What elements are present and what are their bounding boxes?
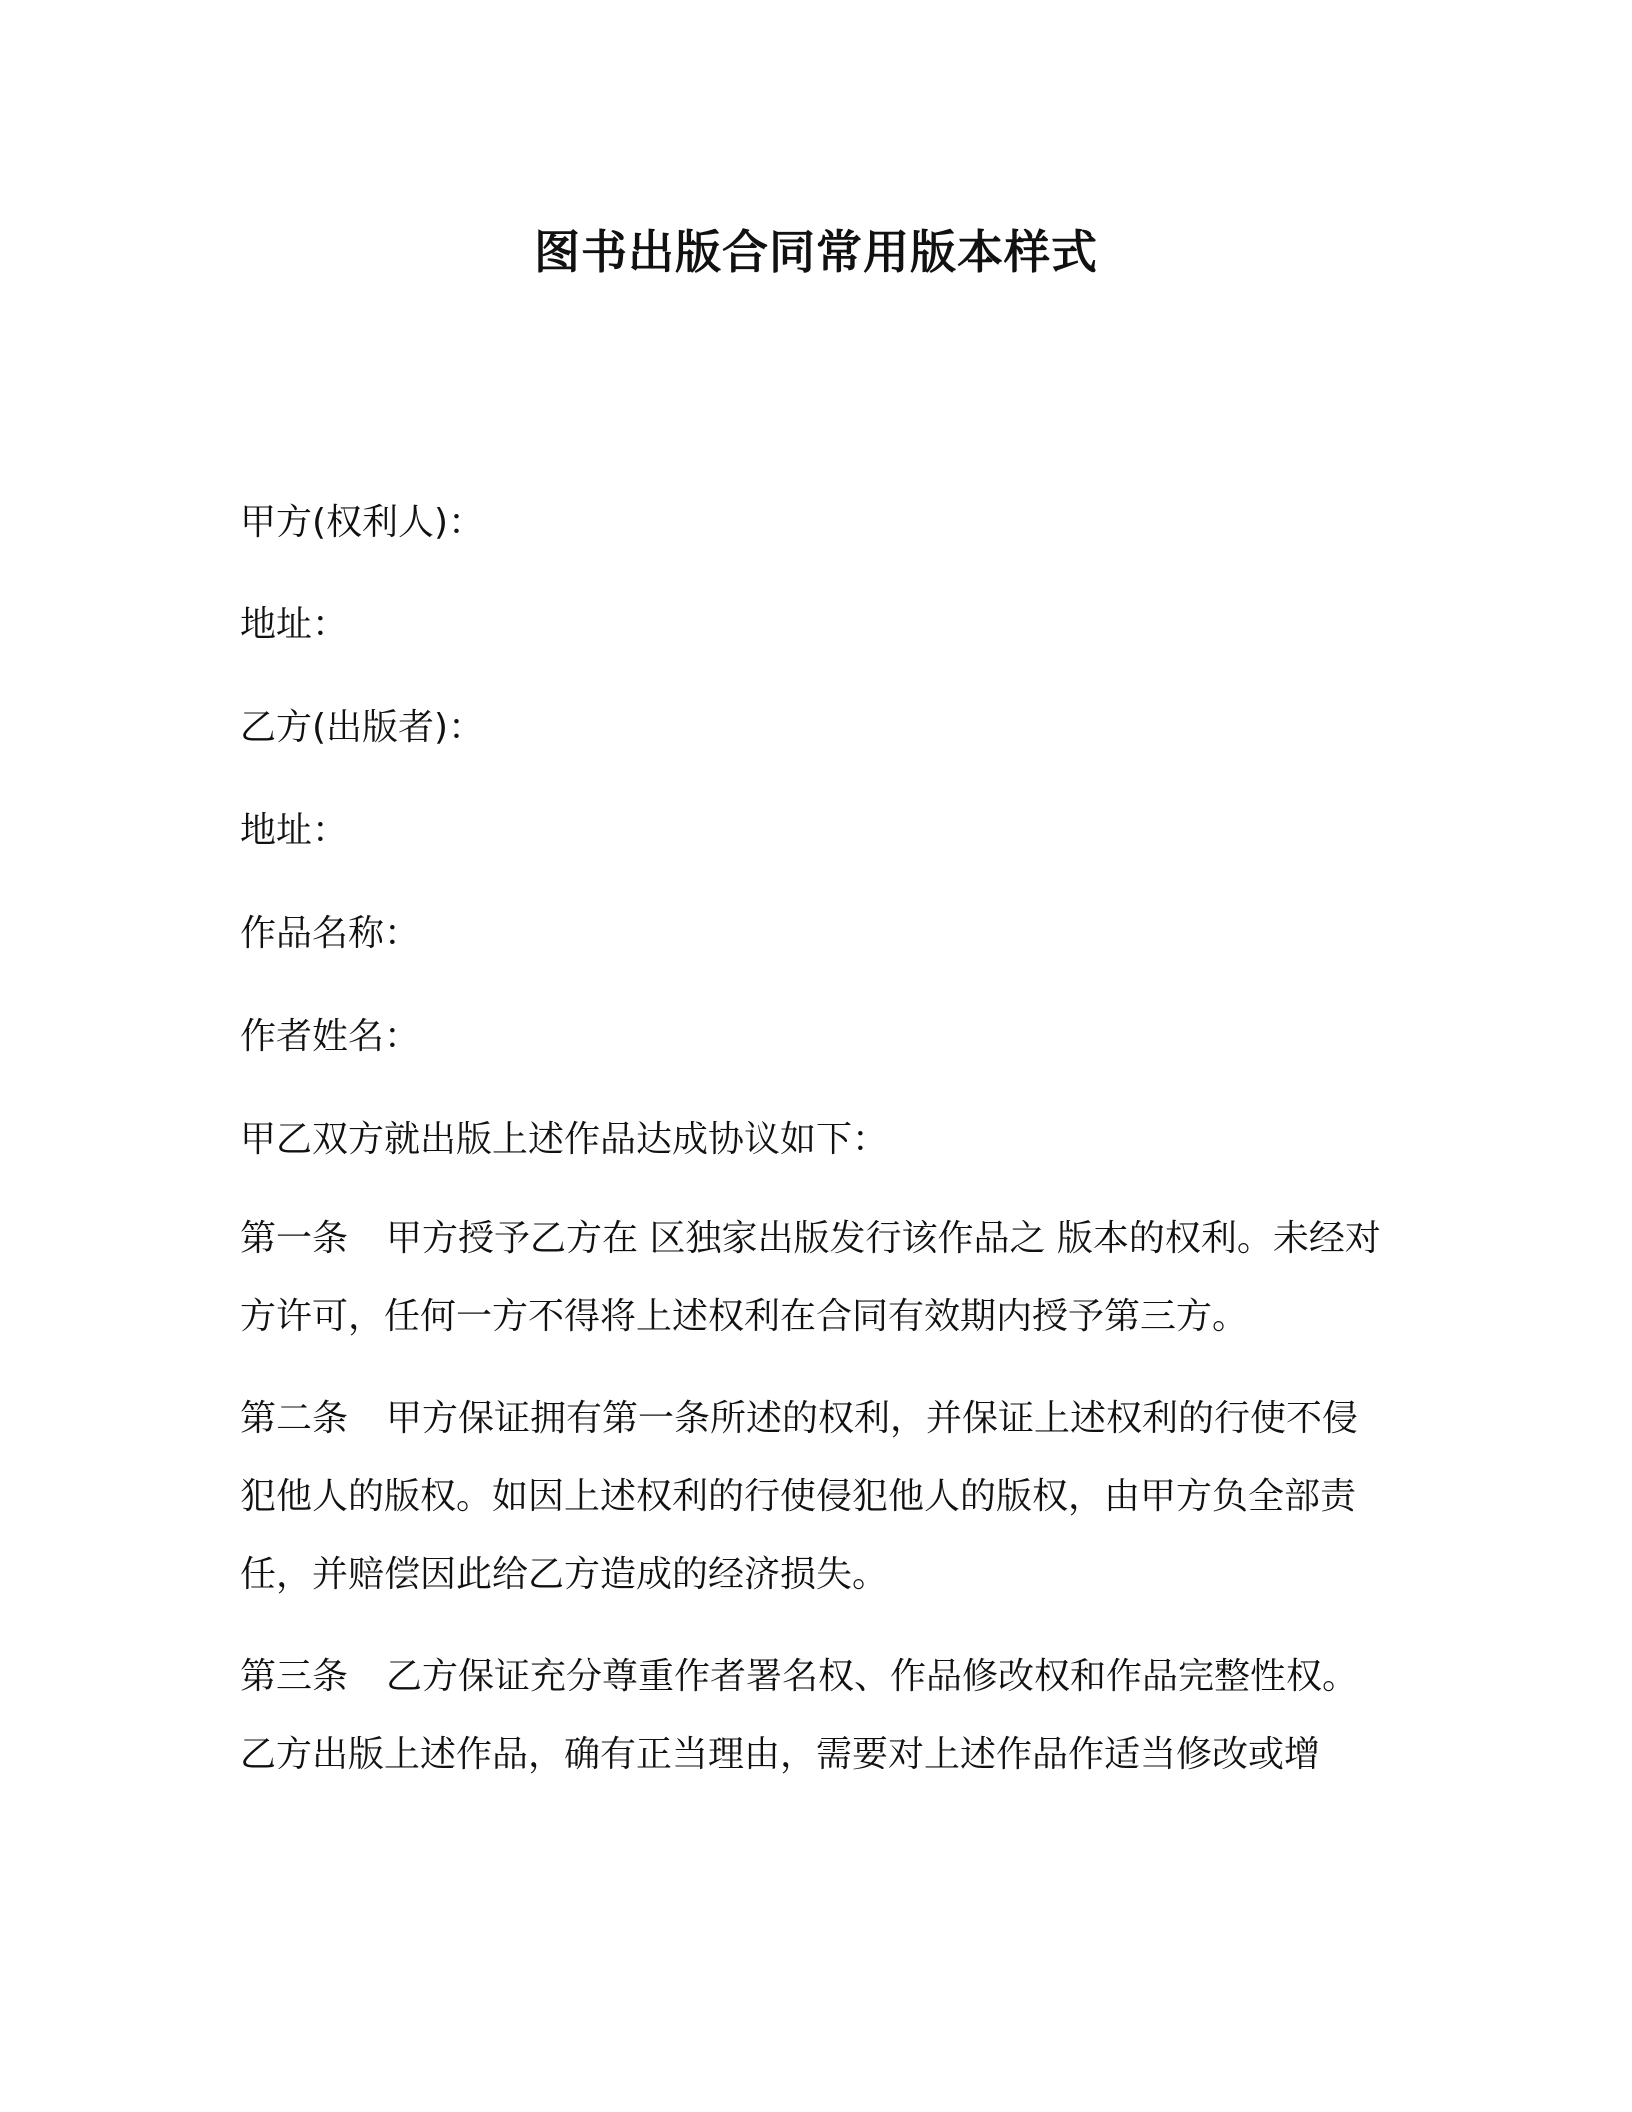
article-number: 第二条	[240, 1398, 349, 1439]
document-title: 图书出版合同常用版本样式	[534, 225, 1098, 279]
article-number: 第三条	[240, 1656, 349, 1697]
article-3	[240, 1638, 1390, 1794]
field-party-b: 乙方(出版者)：	[240, 707, 485, 748]
article-text: 甲方授予乙方在 区独家出版发行该作品之 版本的权利。未经对方许可，任何一方不得将上述权利在合同有效期内授予第三方。	[240, 1218, 1381, 1337]
field-address-a: 地址：	[240, 604, 349, 645]
field-address-b: 地址：	[240, 810, 349, 851]
article-1	[240, 1200, 1390, 1356]
article-number: 第一条	[240, 1218, 349, 1259]
agreement-intro: 甲乙双方就出版上述作品达成协议如下：	[240, 1119, 889, 1160]
field-party-a: 甲方(权利人)：	[240, 502, 485, 543]
article-text: 甲方保证拥有第一条所述的权利，并保证上述权利的行使不侵犯他人的版权。如因上述权利的行使侵犯他人的版权，由甲方负全部责任，并赔偿因此给乙方造成的经济损失。	[240, 1398, 1359, 1595]
field-author-name: 作者姓名：	[240, 1016, 421, 1057]
article-text: 乙方保证充分尊重作者署名权、作品修改权和作品完整性权。乙方出版上述作品，确有正当理由，需要对上述作品作适当修改或增	[240, 1656, 1359, 1775]
field-work-title: 作品名称：	[240, 913, 421, 954]
article-2	[240, 1380, 1390, 1614]
